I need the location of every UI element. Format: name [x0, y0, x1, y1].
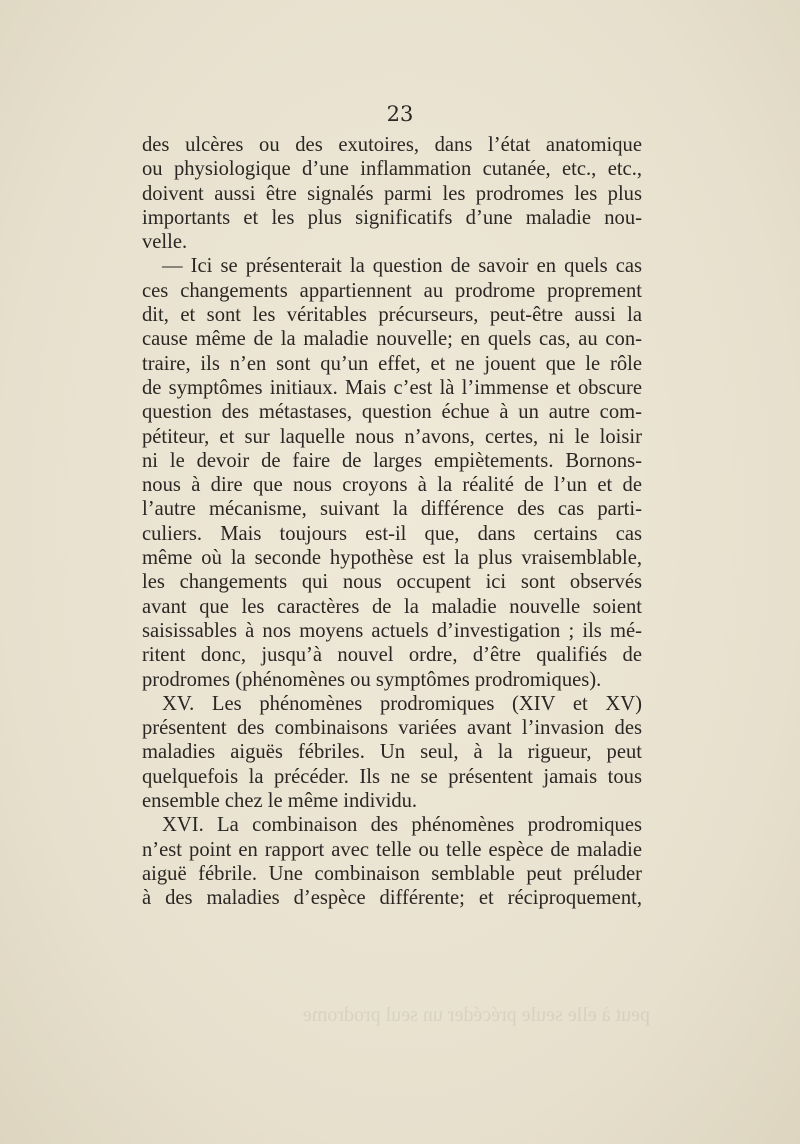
- text-line: quelquefois la précéder. Ils ne se présentent jamais tous: [142, 765, 642, 788]
- text-line: nous à dire que nous croyons à la réalité de l’un et de: [142, 474, 642, 497]
- text-line: ritent donc, jusqu’à nouvel ordre, d’être qualifiés de: [142, 644, 642, 667]
- text-line: saisissables à nos moyens actuels d’investigation ; ils mé-: [142, 619, 642, 642]
- text-line: traire, ils n’en sont qu’un effet, et ne jouent que le rôle: [142, 352, 642, 375]
- text-line: XVI. La combinaison des phénomènes prodromiques: [162, 814, 642, 837]
- text-line: importants et les plus significatifs d’une maladie nou-: [142, 206, 642, 229]
- text-line: — Ici se présenterait la question de savoir en quels cas: [162, 255, 642, 278]
- text-line: n’est point en rapport avec telle ou telle espèce de maladie: [142, 838, 642, 861]
- paragraph-1: [142, 133, 642, 254]
- text-line: ni le devoir de faire de larges empiètements. Bornons-: [142, 449, 642, 472]
- text-line: ou physiologique d’une inflammation cutanée, etc., etc.,: [142, 158, 642, 181]
- text-line: doivent aussi être signalés parmi les prodromes les plus: [142, 182, 642, 205]
- text-line: ces changements appartiennent au prodrome proprement: [142, 279, 642, 302]
- text-line: velle.: [142, 231, 188, 254]
- text-line: les changements qui nous occupent ici sont observés: [142, 571, 642, 594]
- paragraph-2: [142, 254, 642, 691]
- text-line: prodromes (phénomènes ou symptômes prodromiques).: [142, 668, 602, 691]
- paragraph-3: [142, 692, 642, 813]
- text-line: peut à elle seule précéder un seul prodrome: [302, 1004, 650, 1026]
- text-line: maladies aiguës fébriles. Un seul, à la rigueur, peut: [142, 741, 642, 764]
- text-line: question des métastases, question échue à un autre com-: [142, 401, 642, 424]
- text-line: même où la seconde hypothèse est la plus vraisemblable,: [142, 547, 642, 570]
- text-line: aiguë fébrile. Une combinaison semblable peut préluder: [142, 862, 642, 885]
- text-line: pétiteur, et sur laquelle nous n’avons, certes, ni le loisir: [142, 425, 642, 448]
- text-line: de symptômes initiaux. Mais c’est là l’immense et obscure: [142, 376, 642, 399]
- text-line: des ulcères ou des exutoires, dans l’état anatomique: [142, 134, 642, 156]
- text-line: cause même de la maladie nouvelle; en quels cas, au con-: [142, 328, 642, 351]
- text-line: à des maladies d’espèce différente; et réciproquement,: [142, 887, 642, 910]
- text-line: dit, et sont les véritables précurseurs, peut-être aussi la: [142, 304, 642, 327]
- body-text: [142, 133, 642, 911]
- text-line: présentent des combinaisons variées avant l’invasion des: [142, 717, 642, 740]
- text-line: XV. Les phénomènes prodromiques (XIV et XV): [162, 692, 642, 715]
- bleed-through-text: [150, 1004, 650, 1027]
- text-line: culiers. Mais toujours est-il que, dans certains cas: [142, 522, 642, 545]
- text-line: avant que les caractères de la maladie nouvelle soient: [142, 595, 642, 618]
- paragraph-4: [142, 813, 642, 910]
- text-line: ensemble chez le même individu.: [142, 790, 418, 813]
- page-number: 23: [386, 102, 414, 126]
- text-line: l’autre mécanisme, suivant la différence des cas parti-: [142, 498, 642, 521]
